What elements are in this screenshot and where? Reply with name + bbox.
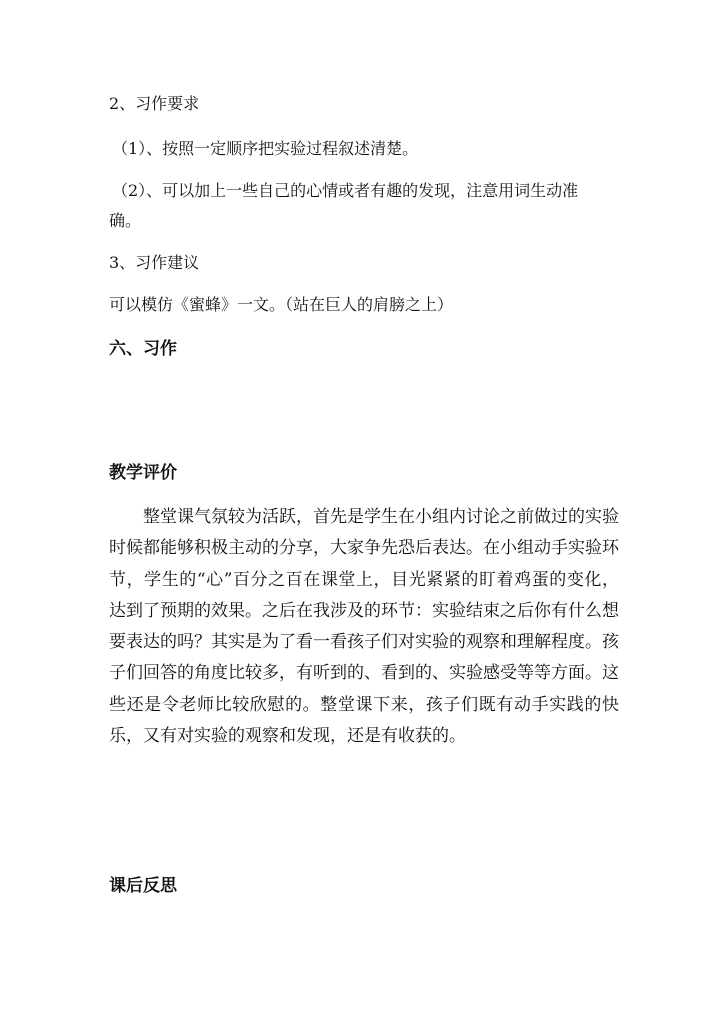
requirements-heading: 2、习作要求 — [109, 94, 200, 113]
requirement-item-1: （1）、按照一定顺序把实验过程叙述清楚。 — [112, 139, 419, 158]
suggestion-text: 可以模仿《蜜蜂》一文。（站在巨人的肩膀之上） — [109, 295, 454, 314]
reflection-heading: 课后反思 — [109, 876, 177, 896]
evaluation-paragraph: 整堂课气氛较为活跃，首先是学生在小组内讨论之前做过的实验时候都能够积极主动的分享，大家争先恐后表达。在小组动手实验环节，学生的“心”百分之百在课堂上，目光紧紧的盯着鸡蛋的变化，达到了预期的效果。之后在我涉及的环节：实验结束之后你有什么想要表达的吗？其实是为了看一看孩子们对实验的观察和理解程度。孩子们回答的角度比较多，有听到的、看到的、实验感受等等方面。这些还是令老师比较欣慰的。整堂课下来，孩子们既有动手实践的快乐，又有对实验的观察和发现，还是有收获的。 — [109, 507, 619, 747]
evaluation-heading: 教学评价 — [109, 463, 177, 483]
suggestions-heading: 3、习作建议 — [109, 253, 200, 272]
requirement-item-2-line-2: 确。 — [109, 211, 142, 230]
requirement-item-2-line-1: （2）、可以加上一些自己的心情或者有趣的发现，注意用词生动准 — [112, 181, 579, 200]
writing-heading: 六、习作 — [109, 339, 177, 359]
